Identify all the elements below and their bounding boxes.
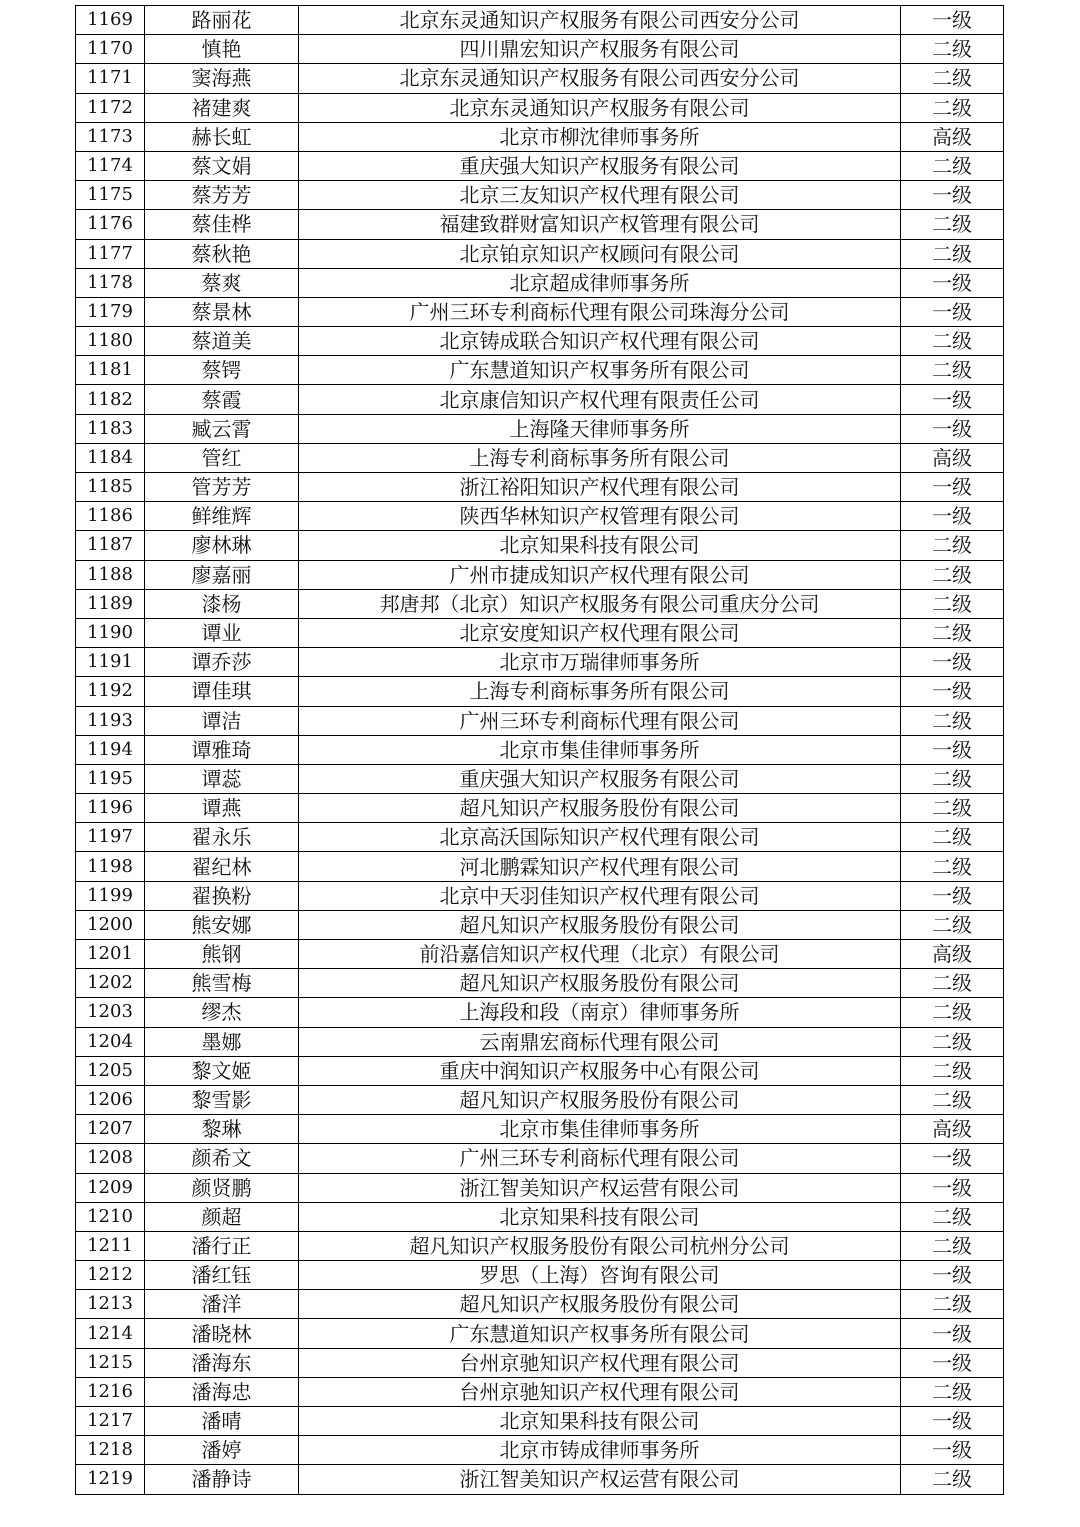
cell-name: 潘红钰 [145, 1261, 299, 1290]
cell-level: 一级 [901, 473, 1004, 502]
table-row [76, 151, 1004, 180]
cell-level: 二级 [901, 239, 1004, 268]
cell-level: 二级 [901, 969, 1004, 998]
cell-organization: 河北鹏霖知识产权代理有限公司 [299, 852, 901, 881]
cell-organization: 台州京驰知识产权代理有限公司 [299, 1377, 901, 1406]
cell-level: 一级 [901, 881, 1004, 910]
cell-level: 二级 [901, 794, 1004, 823]
cell-organization: 北京铂京知识产权顾问有限公司 [299, 239, 901, 268]
cell-organization: 北京市集佳律师事务所 [299, 1115, 901, 1144]
table-row [76, 268, 1004, 297]
cell-organization: 上海隆天律师事务所 [299, 414, 901, 443]
cell-level: 一级 [901, 181, 1004, 210]
cell-number: 1206 [76, 1085, 145, 1114]
cell-number: 1215 [76, 1348, 145, 1377]
cell-organization: 北京东灵通知识产权服务有限公司西安分公司 [299, 64, 901, 93]
table-row [76, 940, 1004, 969]
cell-number: 1188 [76, 560, 145, 589]
table-row [76, 1231, 1004, 1260]
cell-organization: 超凡知识产权服务股份有限公司 [299, 1085, 901, 1114]
cell-organization: 前沿嘉信知识产权代理（北京）有限公司 [299, 940, 901, 969]
cell-organization: 北京知果科技有限公司 [299, 531, 901, 560]
cell-level: 二级 [901, 764, 1004, 793]
table-row [76, 502, 1004, 531]
cell-organization: 北京铸成联合知识产权代理有限公司 [299, 327, 901, 356]
cell-level: 一级 [901, 414, 1004, 443]
cell-number: 1192 [76, 677, 145, 706]
cell-number: 1208 [76, 1144, 145, 1173]
cell-name: 蔡秋艳 [145, 239, 299, 268]
table-row [76, 910, 1004, 939]
cell-name: 路丽花 [145, 6, 299, 35]
cell-number: 1190 [76, 618, 145, 647]
cell-level: 二级 [901, 64, 1004, 93]
table-row [76, 122, 1004, 151]
cell-organization: 广东慧道知识产权事务所有限公司 [299, 356, 901, 385]
cell-level: 高级 [901, 1115, 1004, 1144]
table-row [76, 1056, 1004, 1085]
cell-organization: 广东慧道知识产权事务所有限公司 [299, 1319, 901, 1348]
cell-level: 二级 [901, 1202, 1004, 1231]
cell-name: 潘静诗 [145, 1465, 299, 1494]
cell-name: 翟换粉 [145, 881, 299, 910]
table-row [76, 1027, 1004, 1056]
cell-organization: 重庆强大知识产权服务有限公司 [299, 764, 901, 793]
cell-level: 二级 [901, 151, 1004, 180]
table-row [76, 677, 1004, 706]
cell-organization: 超凡知识产权服务股份有限公司 [299, 794, 901, 823]
cell-level: 一级 [901, 1407, 1004, 1436]
cell-name: 蔡芳芳 [145, 181, 299, 210]
cell-organization: 超凡知识产权服务股份有限公司 [299, 969, 901, 998]
cell-number: 1213 [76, 1290, 145, 1319]
table-row [76, 764, 1004, 793]
cell-organization: 浙江智美知识产权运营有限公司 [299, 1465, 901, 1494]
cell-number: 1209 [76, 1173, 145, 1202]
cell-level: 一级 [901, 385, 1004, 414]
cell-name: 翟纪林 [145, 852, 299, 881]
cell-name: 臧云霄 [145, 414, 299, 443]
cell-number: 1191 [76, 648, 145, 677]
roster-body [76, 6, 1004, 1495]
cell-name: 管红 [145, 443, 299, 472]
cell-number: 1180 [76, 327, 145, 356]
cell-name: 潘海东 [145, 1348, 299, 1377]
table-row [76, 64, 1004, 93]
table-row [76, 1290, 1004, 1319]
cell-number: 1195 [76, 764, 145, 793]
table-row [76, 648, 1004, 677]
cell-organization: 北京东灵通知识产权服务有限公司西安分公司 [299, 6, 901, 35]
cell-number: 1199 [76, 881, 145, 910]
cell-level: 二级 [901, 1231, 1004, 1260]
cell-name: 廖嘉丽 [145, 560, 299, 589]
cell-organization: 福建致群财富知识产权管理有限公司 [299, 210, 901, 239]
cell-number: 1174 [76, 151, 145, 180]
table-row [76, 823, 1004, 852]
cell-level: 二级 [901, 706, 1004, 735]
table-row [76, 473, 1004, 502]
cell-number: 1172 [76, 93, 145, 122]
cell-name: 熊钢 [145, 940, 299, 969]
table-row [76, 1115, 1004, 1144]
cell-name: 熊安娜 [145, 910, 299, 939]
cell-number: 1187 [76, 531, 145, 560]
cell-number: 1219 [76, 1465, 145, 1494]
cell-name: 慎艳 [145, 35, 299, 64]
cell-level: 二级 [901, 1465, 1004, 1494]
table-row [76, 881, 1004, 910]
cell-name: 潘婷 [145, 1436, 299, 1465]
cell-name: 廖林琳 [145, 531, 299, 560]
cell-number: 1204 [76, 1027, 145, 1056]
cell-name: 翟永乐 [145, 823, 299, 852]
table-row [76, 297, 1004, 326]
cell-level: 一级 [901, 502, 1004, 531]
cell-number: 1175 [76, 181, 145, 210]
cell-name: 蔡文娟 [145, 151, 299, 180]
cell-level: 高级 [901, 940, 1004, 969]
cell-organization: 北京安度知识产权代理有限公司 [299, 618, 901, 647]
cell-name: 鲜维辉 [145, 502, 299, 531]
cell-level: 高级 [901, 443, 1004, 472]
cell-level: 二级 [901, 998, 1004, 1027]
cell-name: 蔡霞 [145, 385, 299, 414]
cell-name: 颜超 [145, 1202, 299, 1231]
cell-level: 二级 [901, 823, 1004, 852]
cell-number: 1170 [76, 35, 145, 64]
cell-organization: 北京超成律师事务所 [299, 268, 901, 297]
cell-name: 漆杨 [145, 589, 299, 618]
cell-name: 蔡爽 [145, 268, 299, 297]
cell-name: 窦海燕 [145, 64, 299, 93]
cell-organization: 上海专利商标事务所有限公司 [299, 443, 901, 472]
cell-name: 颜希文 [145, 1144, 299, 1173]
cell-number: 1207 [76, 1115, 145, 1144]
cell-level: 二级 [901, 560, 1004, 589]
cell-level: 二级 [901, 910, 1004, 939]
cell-number: 1177 [76, 239, 145, 268]
cell-number: 1205 [76, 1056, 145, 1085]
cell-level: 二级 [901, 210, 1004, 239]
table-row [76, 1465, 1004, 1494]
cell-organization: 重庆强大知识产权服务有限公司 [299, 151, 901, 180]
cell-level: 二级 [901, 356, 1004, 385]
cell-organization: 台州京驰知识产权代理有限公司 [299, 1348, 901, 1377]
cell-name: 墨娜 [145, 1027, 299, 1056]
cell-number: 1184 [76, 443, 145, 472]
cell-number: 1218 [76, 1436, 145, 1465]
cell-organization: 浙江裕阳知识产权代理有限公司 [299, 473, 901, 502]
cell-organization: 北京市柳沈律师事务所 [299, 122, 901, 151]
cell-number: 1171 [76, 64, 145, 93]
cell-organization: 陕西华林知识产权管理有限公司 [299, 502, 901, 531]
cell-number: 1173 [76, 122, 145, 151]
cell-level: 一级 [901, 1319, 1004, 1348]
cell-name: 潘晓林 [145, 1319, 299, 1348]
cell-organization: 上海专利商标事务所有限公司 [299, 677, 901, 706]
cell-organization: 广州三环专利商标代理有限公司 [299, 1144, 901, 1173]
cell-name: 颜贤鹏 [145, 1173, 299, 1202]
cell-name: 谭乔莎 [145, 648, 299, 677]
cell-name: 管芳芳 [145, 473, 299, 502]
table-row [76, 327, 1004, 356]
cell-level: 一级 [901, 677, 1004, 706]
cell-level: 二级 [901, 618, 1004, 647]
cell-name: 谭蕊 [145, 764, 299, 793]
roster-table [75, 5, 1004, 1495]
cell-number: 1197 [76, 823, 145, 852]
cell-level: 一级 [901, 735, 1004, 764]
cell-name: 潘晴 [145, 1407, 299, 1436]
cell-organization: 广州三环专利商标代理有限公司珠海分公司 [299, 297, 901, 326]
cell-level: 二级 [901, 35, 1004, 64]
cell-organization: 超凡知识产权服务股份有限公司 [299, 1290, 901, 1319]
cell-name: 潘洋 [145, 1290, 299, 1319]
cell-number: 1182 [76, 385, 145, 414]
cell-number: 1176 [76, 210, 145, 239]
cell-level: 一级 [901, 1144, 1004, 1173]
cell-name: 谭雅琦 [145, 735, 299, 764]
cell-name: 赫长虹 [145, 122, 299, 151]
cell-name: 蔡道美 [145, 327, 299, 356]
table-row [76, 589, 1004, 618]
cell-number: 1181 [76, 356, 145, 385]
cell-name: 蔡佳桦 [145, 210, 299, 239]
table-row [76, 385, 1004, 414]
cell-name: 谭业 [145, 618, 299, 647]
cell-level: 一级 [901, 6, 1004, 35]
table-row [76, 1377, 1004, 1406]
table-row [76, 1436, 1004, 1465]
cell-name: 谭佳琪 [145, 677, 299, 706]
cell-number: 1214 [76, 1319, 145, 1348]
cell-level: 二级 [901, 1027, 1004, 1056]
cell-organization: 北京市万瑞律师事务所 [299, 648, 901, 677]
cell-organization: 邦唐邦（北京）知识产权服务有限公司重庆分公司 [299, 589, 901, 618]
table-row [76, 356, 1004, 385]
cell-level: 二级 [901, 93, 1004, 122]
cell-number: 1186 [76, 502, 145, 531]
cell-number: 1203 [76, 998, 145, 1027]
cell-name: 谭洁 [145, 706, 299, 735]
cell-number: 1179 [76, 297, 145, 326]
cell-name: 褚建爽 [145, 93, 299, 122]
cell-level: 一级 [901, 1348, 1004, 1377]
table-row [76, 6, 1004, 35]
cell-level: 一级 [901, 648, 1004, 677]
cell-number: 1198 [76, 852, 145, 881]
cell-number: 1211 [76, 1231, 145, 1260]
cell-number: 1212 [76, 1261, 145, 1290]
cell-organization: 北京东灵通知识产权服务有限公司 [299, 93, 901, 122]
table-row [76, 998, 1004, 1027]
cell-level: 一级 [901, 1436, 1004, 1465]
cell-name: 黎文姬 [145, 1056, 299, 1085]
table-row [76, 1085, 1004, 1114]
cell-organization: 四川鼎宏知识产权服务有限公司 [299, 35, 901, 64]
cell-name: 熊雪梅 [145, 969, 299, 998]
table-row [76, 1319, 1004, 1348]
cell-level: 二级 [901, 531, 1004, 560]
cell-level: 二级 [901, 852, 1004, 881]
cell-number: 1178 [76, 268, 145, 297]
cell-organization: 北京市铸成律师事务所 [299, 1436, 901, 1465]
table-row [76, 239, 1004, 268]
cell-number: 1189 [76, 589, 145, 618]
cell-number: 1200 [76, 910, 145, 939]
cell-organization: 广州市捷成知识产权代理有限公司 [299, 560, 901, 589]
cell-level: 二级 [901, 1290, 1004, 1319]
cell-name: 黎琳 [145, 1115, 299, 1144]
cell-level: 一级 [901, 1261, 1004, 1290]
cell-name: 潘海忠 [145, 1377, 299, 1406]
cell-organization: 超凡知识产权服务股份有限公司杭州分公司 [299, 1231, 901, 1260]
cell-number: 1216 [76, 1377, 145, 1406]
cell-level: 二级 [901, 1085, 1004, 1114]
table-row [76, 1407, 1004, 1436]
table-row [76, 969, 1004, 998]
table-row [76, 414, 1004, 443]
cell-level: 二级 [901, 589, 1004, 618]
cell-organization: 北京知果科技有限公司 [299, 1202, 901, 1231]
cell-organization: 北京高沃国际知识产权代理有限公司 [299, 823, 901, 852]
cell-level: 一级 [901, 1173, 1004, 1202]
table-row [76, 1144, 1004, 1173]
cell-organization: 北京三友知识产权代理有限公司 [299, 181, 901, 210]
table-row [76, 706, 1004, 735]
cell-name: 蔡锷 [145, 356, 299, 385]
cell-number: 1183 [76, 414, 145, 443]
table-row [76, 35, 1004, 64]
table-row [76, 443, 1004, 472]
table-row [76, 181, 1004, 210]
cell-organization: 北京康信知识产权代理有限责任公司 [299, 385, 901, 414]
cell-number: 1217 [76, 1407, 145, 1436]
cell-organization: 广州三环专利商标代理有限公司 [299, 706, 901, 735]
cell-number: 1201 [76, 940, 145, 969]
cell-number: 1169 [76, 6, 145, 35]
cell-organization: 罗思（上海）咨询有限公司 [299, 1261, 901, 1290]
table-row [76, 560, 1004, 589]
table-row [76, 93, 1004, 122]
cell-organization: 重庆中润知识产权服务中心有限公司 [299, 1056, 901, 1085]
cell-organization: 北京市集佳律师事务所 [299, 735, 901, 764]
cell-level: 二级 [901, 327, 1004, 356]
cell-organization: 北京知果科技有限公司 [299, 1407, 901, 1436]
cell-number: 1185 [76, 473, 145, 502]
cell-organization: 北京中天羽佳知识产权代理有限公司 [299, 881, 901, 910]
cell-name: 蔡景林 [145, 297, 299, 326]
cell-level: 高级 [901, 122, 1004, 151]
table-row [76, 1202, 1004, 1231]
table-row [76, 1348, 1004, 1377]
table-row [76, 1261, 1004, 1290]
table-row [76, 735, 1004, 764]
table-row [76, 618, 1004, 647]
cell-name: 谭燕 [145, 794, 299, 823]
cell-number: 1196 [76, 794, 145, 823]
table-row [76, 852, 1004, 881]
cell-number: 1194 [76, 735, 145, 764]
cell-number: 1202 [76, 969, 145, 998]
cell-number: 1210 [76, 1202, 145, 1231]
cell-name: 潘行正 [145, 1231, 299, 1260]
cell-organization: 超凡知识产权服务股份有限公司 [299, 910, 901, 939]
table-row [76, 794, 1004, 823]
table-row [76, 531, 1004, 560]
cell-organization: 浙江智美知识产权运营有限公司 [299, 1173, 901, 1202]
cell-level: 一级 [901, 268, 1004, 297]
cell-level: 二级 [901, 1377, 1004, 1406]
table-row [76, 210, 1004, 239]
cell-number: 1193 [76, 706, 145, 735]
cell-organization: 上海段和段（南京）律师事务所 [299, 998, 901, 1027]
cell-name: 黎雪影 [145, 1085, 299, 1114]
cell-name: 缪杰 [145, 998, 299, 1027]
cell-organization: 云南鼎宏商标代理有限公司 [299, 1027, 901, 1056]
cell-level: 二级 [901, 1056, 1004, 1085]
cell-level: 一级 [901, 297, 1004, 326]
table-row [76, 1173, 1004, 1202]
